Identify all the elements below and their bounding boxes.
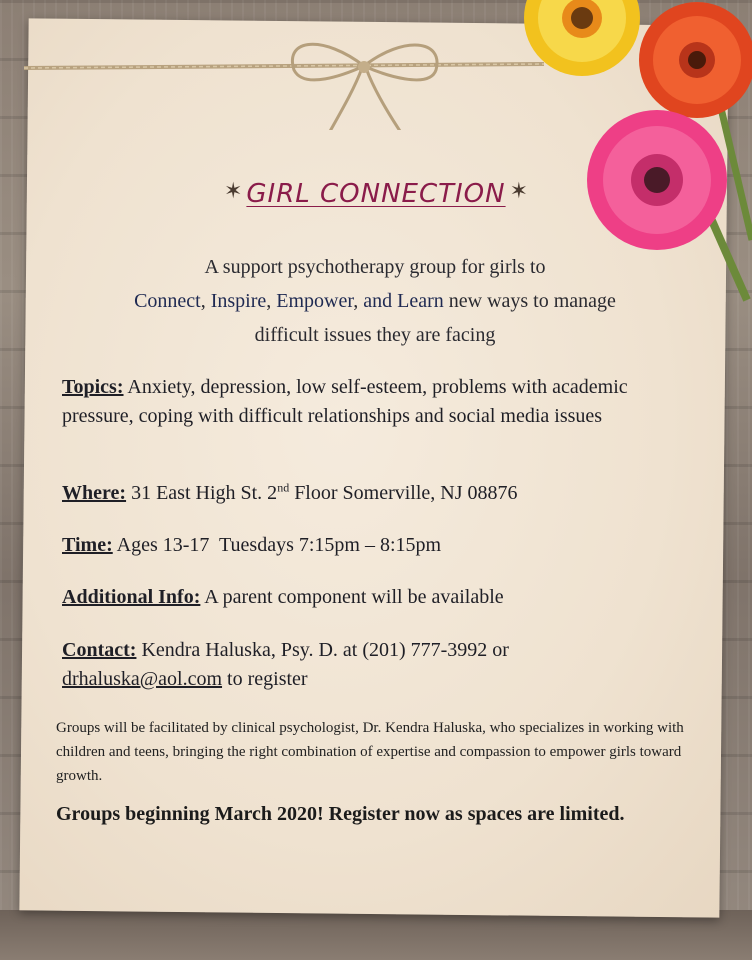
additional-info-text: A parent component will be available — [204, 586, 504, 608]
time-text: Ages 13-17 Tuesdays 7:15pm – 8:15pm — [116, 534, 442, 556]
where-label: Where: — [62, 482, 127, 504]
intro-line-1: A support psychotherapy group for girls to — [204, 256, 546, 278]
call-to-action: Groups beginning March 2020! Register now as spaces are limited. — [56, 803, 625, 825]
keyword-empower: Empower — [276, 290, 354, 312]
intro-line-3: difficult issues they are facing — [254, 324, 496, 346]
keyword-learn: and Learn — [363, 290, 444, 312]
contact-text: Kendra Haluska, Psy. D. at (201) 777-3992 or — [141, 639, 509, 661]
star-icon: ✶ — [223, 178, 243, 203]
star-icon: ✶ — [509, 178, 529, 203]
twine-bow-decoration — [24, 30, 544, 130]
flyer-title: GIRL CONNECTION — [246, 179, 506, 209]
topics-section — [62, 373, 682, 431]
additional-info-section — [62, 583, 682, 612]
keyword-inspire: Inspire — [210, 290, 267, 312]
ordinal-suffix: nd — [277, 480, 290, 495]
contact-suffix: to register — [227, 668, 308, 690]
contact-label: Contact: — [62, 639, 137, 661]
keyword-connect: Connect — [134, 290, 201, 312]
time-label: Time: — [62, 534, 113, 556]
contact-section — [62, 636, 682, 694]
additional-info-label: Additional Info: — [62, 586, 201, 608]
where-section — [62, 479, 682, 508]
intro-text — [60, 250, 690, 352]
description-text: Groups will be facilitated by clinical psychologist, Dr. Kendra Haluska, who specializes in working with children and teens, bringing the right combination of expertise and compassion to empower girls toward growth. — [56, 720, 684, 784]
wood-background — [0, 910, 752, 960]
intro-line-2: Connect, Inspire, Empower, and Learn new ways to manage — [134, 290, 616, 312]
email-link[interactable]: drhaluska@aol.com — [62, 668, 223, 690]
intro-line-2-rest: new ways to manage — [448, 290, 616, 312]
where-address-part2: Floor Somerville, NJ 08876 — [294, 482, 518, 504]
topics-text: Anxiety, depression, low self-esteem, problems with academic pressure, coping with difficult relationships and social media issues — [62, 376, 628, 427]
title-row — [0, 178, 752, 209]
where-address-part1: 31 East High St. 2 — [131, 482, 278, 504]
time-section — [62, 531, 682, 560]
topics-label: Topics: — [62, 376, 124, 398]
